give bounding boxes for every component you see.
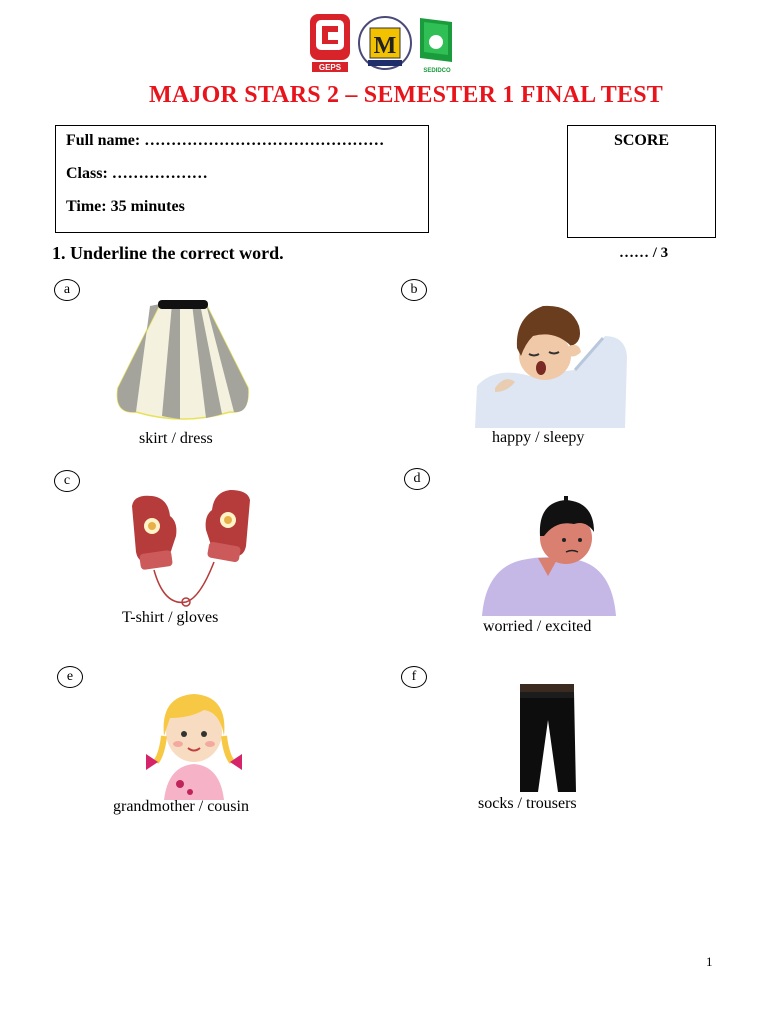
full-name-line: Full name: ……………………………………… [66,132,385,149]
item-c-caption: T-shirt / gloves [122,609,219,626]
item-f-caption: socks / trousers [478,795,577,812]
item-d-letter: d [404,468,430,490]
geps-logo-text: GEPS [318,63,342,72]
page-number: 1 [706,954,713,969]
trousers-icon [516,684,578,794]
item-e-letter: e [57,666,83,688]
sedidco-logo [420,18,452,74]
test-title: MAJOR STARS 2 – SEMESTER 1 FINAL TEST [149,82,663,108]
item-a-letter: a [54,279,80,301]
item-b-caption: happy / sleepy [492,429,585,446]
sleepy-boy-icon [475,296,629,430]
student-info-box [55,125,429,233]
worried-boy-icon [482,496,618,618]
skirt-icon [110,296,256,422]
score-box [567,125,716,238]
item-a-caption: skirt / dress [139,430,213,447]
question-1-title: 1. Underline the correct word. [52,243,284,263]
major-logo-letter: M [373,33,397,59]
class-line: Class: ……………… [66,165,208,182]
item-b-letter: b [401,279,427,301]
girl-icon [140,688,248,800]
geps-logo [310,14,350,72]
score-label: SCORE [613,132,670,149]
item-e-caption: grandmother / cousin [113,798,249,815]
item-f-letter: f [401,666,427,688]
major-education-logo [359,17,411,69]
item-c-letter: c [54,470,80,492]
sedidco-logo-text: SEDIDCO [423,68,451,74]
time-line: Time: 35 minutes [66,198,185,215]
question-1-score: …… / 3 [619,245,669,261]
item-d-caption: worried / excited [483,618,592,635]
mittens-icon [124,486,258,610]
header-logos [308,12,460,74]
